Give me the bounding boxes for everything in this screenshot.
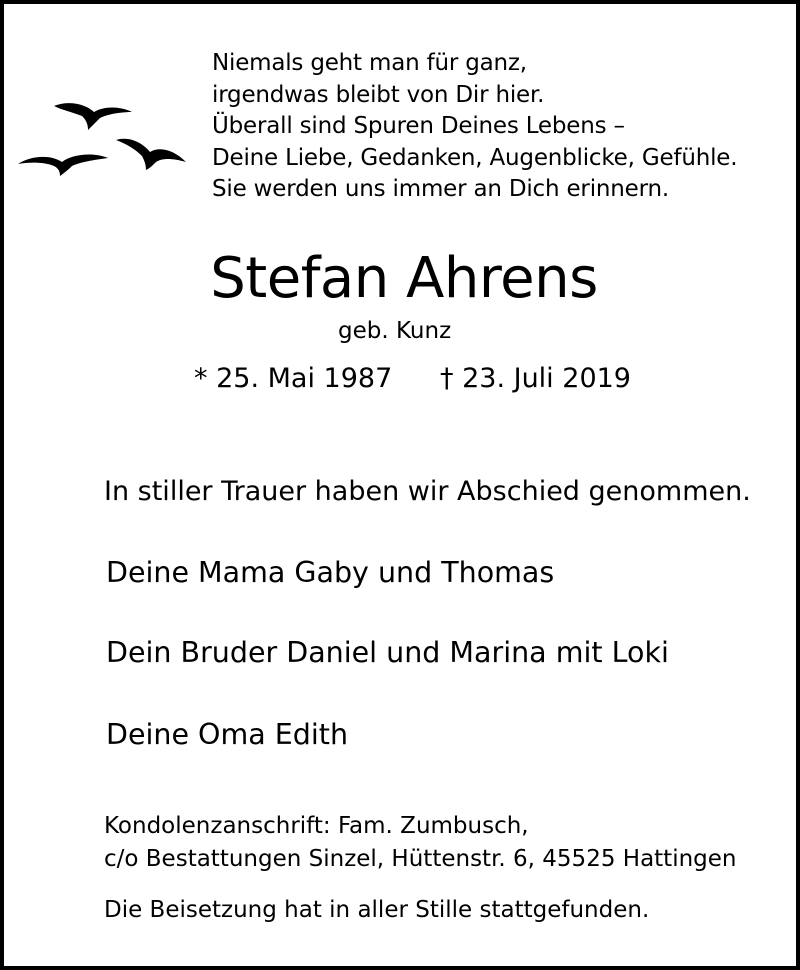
mourning-text: In stiller Trauer haben wir Abschied genommen. (104, 476, 751, 507)
condolence-line: c/o Bestattungen Sinzel, Hüttenstr. 6, 45525 Hattingen (104, 846, 737, 872)
condolence-address (104, 810, 737, 876)
birth-date: * 25. Mai 1987 (194, 363, 393, 394)
bird-icon (116, 139, 186, 170)
family-member: Deine Oma Edith (106, 718, 349, 751)
family-member: Deine Mama Gaby und Thomas (106, 556, 555, 589)
condolence-line: Kondolenzanschrift: Fam. Zumbusch, (104, 813, 529, 839)
flying-birds-icon (16, 96, 206, 186)
born-name: geb. Kunz (338, 318, 452, 344)
deceased-name: Stefan Ahrens (210, 246, 598, 311)
burial-note: Die Beisetzung hat in aller Stille stattgefunden. (104, 897, 650, 923)
poem-line: Deine Liebe, Gedanken, Augenblicke, Gefühle. (212, 144, 738, 171)
poem-line: Sie werden uns immer an Dich erinnern. (212, 176, 669, 202)
poem (212, 48, 737, 206)
poem-line: Überall sind Spuren Deines Lebens – (212, 113, 625, 139)
family-member: Dein Bruder Daniel und Marina mit Loki (106, 636, 669, 669)
bird-icon (54, 103, 132, 130)
death-date: † 23. Juli 2019 (440, 363, 631, 394)
poem-line: irgendwas bleibt von Dir hier. (212, 81, 545, 108)
poem-line: Niemals geht man für ganz, (212, 50, 527, 76)
bird-icon (18, 155, 108, 176)
